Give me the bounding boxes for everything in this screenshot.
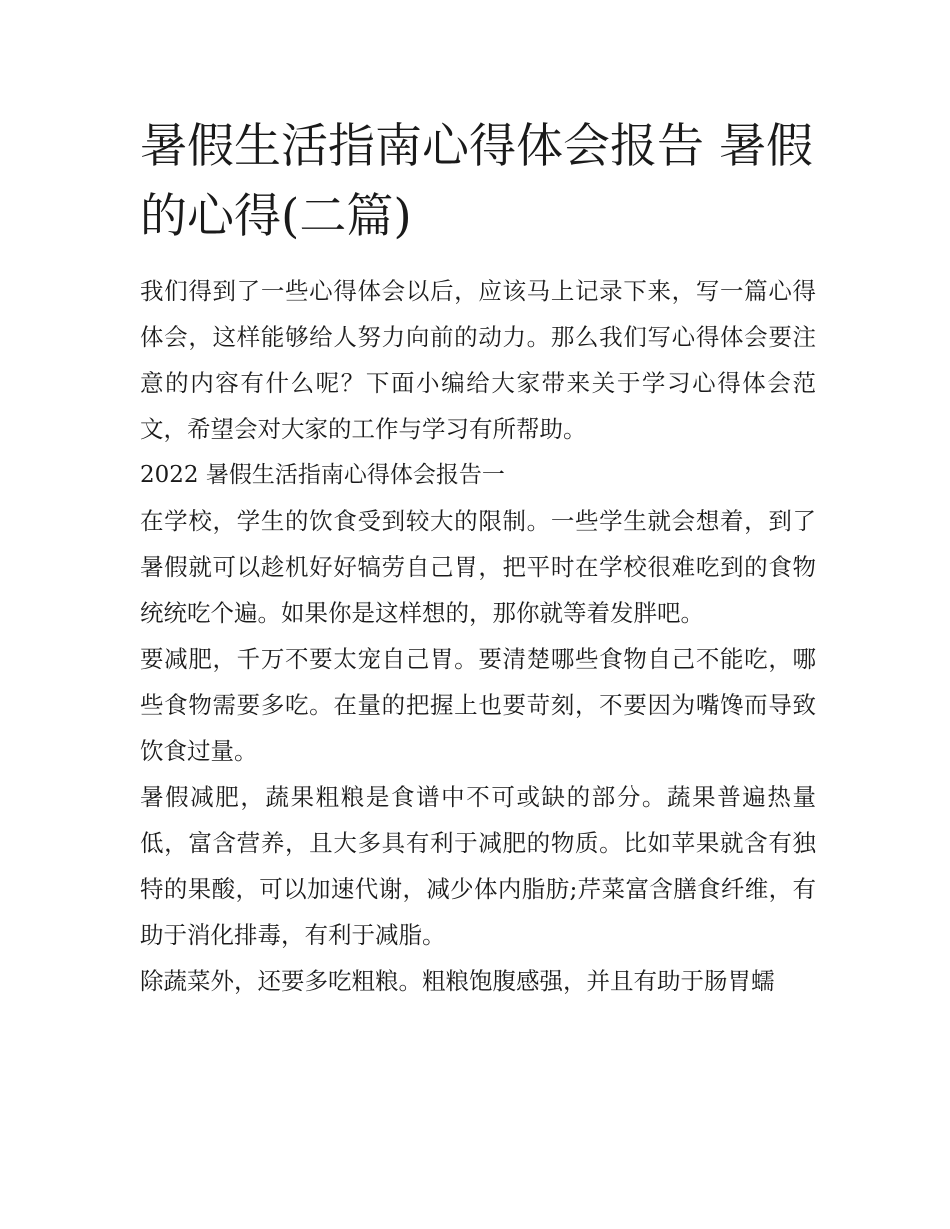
body-paragraph-4: 除蔬菜外，还要多吃粗粮。粗粮饱腹感强，并且有助于肠胃蠕: [140, 967, 775, 995]
section-heading: 2022 暑假生活指南心得体会报告一: [140, 462, 505, 488]
document-page: [140, 112, 816, 1004]
document-title: 暑假生活指南心得体会报告 暑假的心得(二篇): [140, 119, 813, 244]
body-paragraph-2: 要减肥，千万不要太宠自己胃。要清楚哪些食物自己不能吃，哪些食物需要多吃。在量的把握上也要苛刻，不要因为嘴馋而导致饮食过量。: [140, 645, 816, 765]
body-paragraph-3: 暑假减肥，蔬果粗粮是食谱中不可或缺的部分。蔬果普遍热量低，富含营养，且大多具有利于减肥的物质。比如苹果就含有独特的果酸，可以加速代谢，减少体内脂肪;芹菜富含膳食纤维，有助于消化排毒，有利于减脂。: [140, 783, 816, 949]
intro-paragraph: 我们得到了一些心得体会以后，应该马上记录下来，写一篇心得体会，这样能够给人努力向前的动力。那么我们写心得体会要注意的内容有什么呢？下面小编给大家带来关于学习心得体会范文，希望会对大家的工作与学习有所帮助。: [140, 277, 816, 443]
body-paragraph-1: 在学校，学生的饮食受到较大的限制。一些学生就会想着，到了暑假就可以趁机好好犒劳自己胃，把平时在学校很难吃到的食物统统吃个遍。如果你是这样想的，那你就等着发胖吧。: [140, 507, 816, 627]
